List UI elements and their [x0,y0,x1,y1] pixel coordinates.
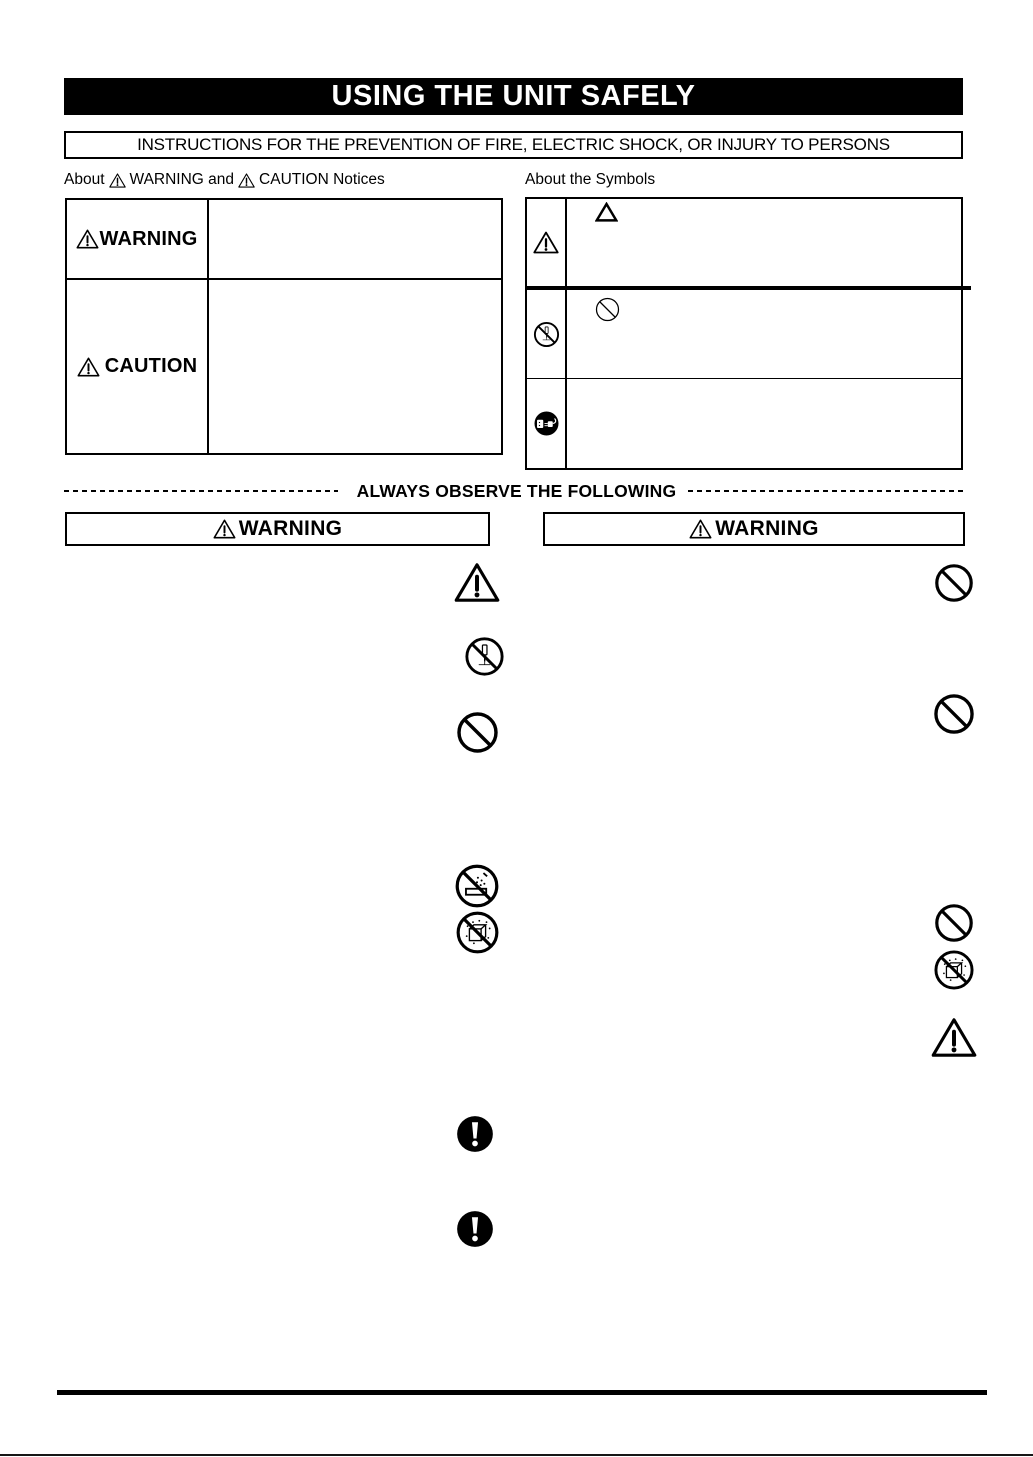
table-divider [525,286,971,290]
about-notices-prefix: About [64,171,105,188]
page-title: USING THE UNIT SAFELY [331,80,696,112]
warning-header-right [543,512,965,546]
no-water-icon [455,910,500,955]
warning-label: WARNING [99,227,198,250]
instructions-box [64,131,963,159]
warning-triangle-icon [689,519,712,539]
symbols-table [525,197,963,470]
warning-header-label: WARNING [715,517,819,540]
title-banner [64,78,963,115]
prohibition-icon [456,711,499,754]
warning-triangle-icon [454,562,500,603]
footer-rule [57,1390,987,1395]
prohibition-icon [595,297,620,322]
unplug-icon [534,411,559,436]
symbol-cell [527,290,565,378]
warning-triangle-icon [77,357,100,377]
about-symbols-label [525,170,655,190]
warning-header-label: WARNING [238,517,343,540]
about-notices-caution-part: CAUTION Notices [259,171,385,188]
no-water-icon [933,949,975,991]
page-edge-line [0,1454,1033,1456]
table-divider [207,200,209,453]
warning-triangle-icon [238,173,255,188]
notices-table [65,198,503,455]
mandatory-icon [456,1115,494,1153]
open-triangle-icon [595,202,618,222]
always-observe-text: ALWAYS OBSERVE THE FOLLOWING [356,480,677,501]
symbol-cell [527,199,565,286]
no-disassemble-icon [464,636,505,677]
warning-header-left [65,512,490,546]
warning-label-cell [67,200,207,278]
warning-triangle-icon [533,231,559,254]
warning-triangle-icon [109,173,126,188]
table-divider [565,199,567,468]
warning-triangle-icon [76,229,99,249]
prohibition-icon [934,903,974,943]
warning-triangle-icon [931,1017,977,1058]
caution-label-cell [67,280,207,453]
about-symbols-text: About the Symbols [525,171,656,188]
instructions-text: INSTRUCTIONS FOR THE PREVENTION OF FIRE, ELECTRIC SHOCK, OR INJURY TO PERSONS [137,135,890,154]
table-divider [527,378,961,379]
dashed-separator [688,490,964,492]
warning-triangle-icon [213,519,236,539]
prohibition-icon [933,693,975,735]
no-disassemble-icon [533,321,560,348]
caution-label: CAUTION [104,355,198,377]
mandatory-icon [456,1210,494,1248]
symbol-cell [527,379,565,468]
about-notices-label [64,170,385,190]
prohibition-icon [934,563,974,603]
about-notices-warning-part: WARNING and [129,171,235,188]
no-shower-icon [454,863,500,909]
